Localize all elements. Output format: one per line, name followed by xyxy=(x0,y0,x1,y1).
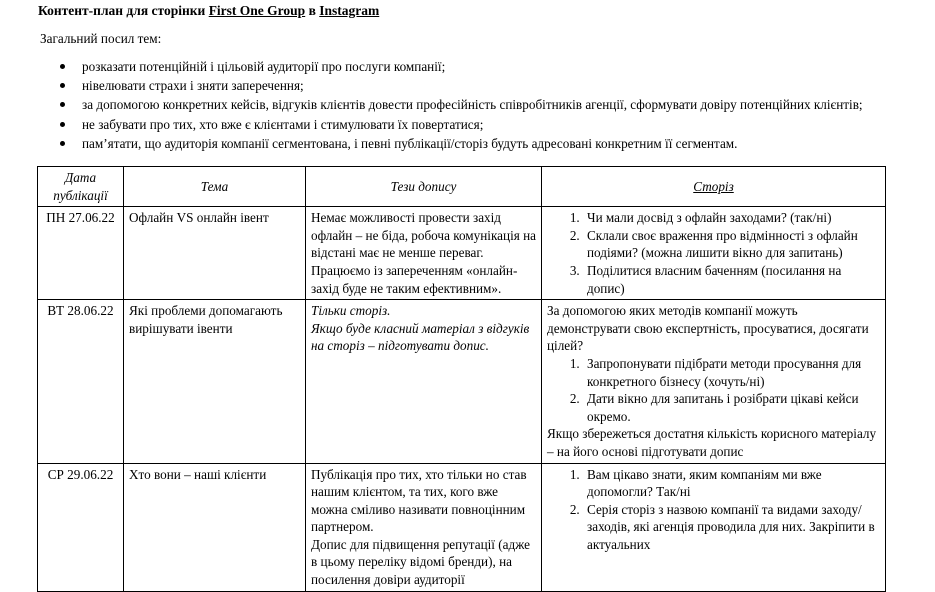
bullet-item: за допомогою конкретних кейсів, відгуків клієнтів довести професійність співробітників агенції, сформувати довіру потенційних клієнтів; xyxy=(60,95,863,114)
theses-paragraph: Тільки сторіз. xyxy=(311,303,391,319)
cell-date: ВТ 28.06.22 xyxy=(38,300,124,463)
intro-text: Загальний посил тем: xyxy=(40,31,162,46)
bullet-item: не забувати про тих, хто вже є клієнтами і стимулювати їх повертатися; xyxy=(60,115,863,134)
title-platform: Instagram xyxy=(319,3,380,18)
stories-list xyxy=(547,209,880,297)
cell-date: ПН 27.06.22 xyxy=(38,207,124,300)
cell-topic: Хто вони – наші клієнти xyxy=(124,463,306,591)
stories-intro: За допомогою яких методів компанії можуть демонструвати свою експертність, просуватися, досягати цілей? xyxy=(547,303,869,354)
stories-item: 1. Вам цікаво знати, яким компаніям ми вже допомогли? Так/ні xyxy=(583,466,880,501)
stories-item: 1. Запропонувати підібрати методи просування для конкретного бізнесу (хочуть/ні) xyxy=(583,355,880,390)
bullet-item: розказати потенційній і цільовій аудиторії про послуги компанії; xyxy=(60,57,863,76)
stories-item: 2. Склали своє враження про відмінності з офлайн подіями? (можна лишити вікно для запитань) xyxy=(583,227,880,262)
cell-date: СР 29.06.22 xyxy=(38,463,124,591)
bullet-item: пам’ятати, що аудиторія компанії сегментована, і певні публікації/сторіз будуть адресовані конкретним її сегментам. xyxy=(60,134,863,153)
theses-paragraph: Допис для підвищення репутації (адже в цьому переліку відомі бренди), на посилення довіри аудиторії xyxy=(311,536,531,588)
header-topic: Тема xyxy=(124,167,306,207)
stories-item: 3. Поділитися власним баченням (посилання на допис) xyxy=(583,262,880,297)
stories-item: 1. Чи мали досвід з офлайн заходами? (так/ні) xyxy=(583,209,880,227)
stories-list xyxy=(547,466,880,554)
stories-list xyxy=(547,355,880,425)
cell-topic: Офлайн VS онлайн івент xyxy=(124,207,306,300)
theses-paragraph: Немає можливості провести захід офлайн – не біда, робоча комунікація на відстані має не менше переваг. xyxy=(311,210,537,261)
cell-stories xyxy=(542,463,886,591)
cell-stories xyxy=(542,207,886,300)
table-row xyxy=(38,300,886,463)
cell-topic: Які проблеми допомагають вирішувати івенти xyxy=(124,300,306,463)
stories-item: 2. Дати вікно для запитань і розібрати цікаві кейси окремо. xyxy=(583,390,880,425)
stories-outro: Якщо збережеться достатня кількість корисного матеріалу – на його основі підготувати допис xyxy=(547,426,877,459)
table-row xyxy=(38,207,886,300)
header-stories xyxy=(542,167,886,207)
content-plan-table xyxy=(37,166,886,592)
table-header-row xyxy=(38,167,886,207)
title-mid: в xyxy=(305,3,320,18)
header-date: Дата публікації xyxy=(38,167,124,207)
cell-theses xyxy=(306,463,542,591)
cell-theses xyxy=(306,207,542,300)
title-prefix: Контент-план для сторінки xyxy=(38,3,209,18)
theses-paragraph: Працюємо із запереченням «онлайн-захід буде не таким ефективним». xyxy=(311,262,518,296)
cell-theses xyxy=(306,300,542,463)
theses-paragraph: Публікація про тих, хто тільки но став нашим клієнтом, та тих, кого вже можна сміливо називати повноцінним партнером. xyxy=(311,466,527,535)
title-company: First One Group xyxy=(208,3,306,18)
message-bullet-list xyxy=(60,57,863,153)
header-theses: Тези допису xyxy=(306,167,542,207)
bullet-item: нівелювати страхи і зняти заперечення; xyxy=(60,76,863,95)
header-stories-label: Сторіз xyxy=(693,178,734,194)
table-row xyxy=(38,463,886,591)
document-title xyxy=(38,3,379,19)
theses-paragraph: Якщо буде класний матеріал з відгуків на сторіз – підготувати допис. xyxy=(311,320,530,354)
stories-item: 2. Серія сторіз з назвою компанії та видами заходу/заходів, які агенція проводила для них. Закріпити в актуальних xyxy=(583,501,880,554)
cell-stories xyxy=(542,300,886,463)
